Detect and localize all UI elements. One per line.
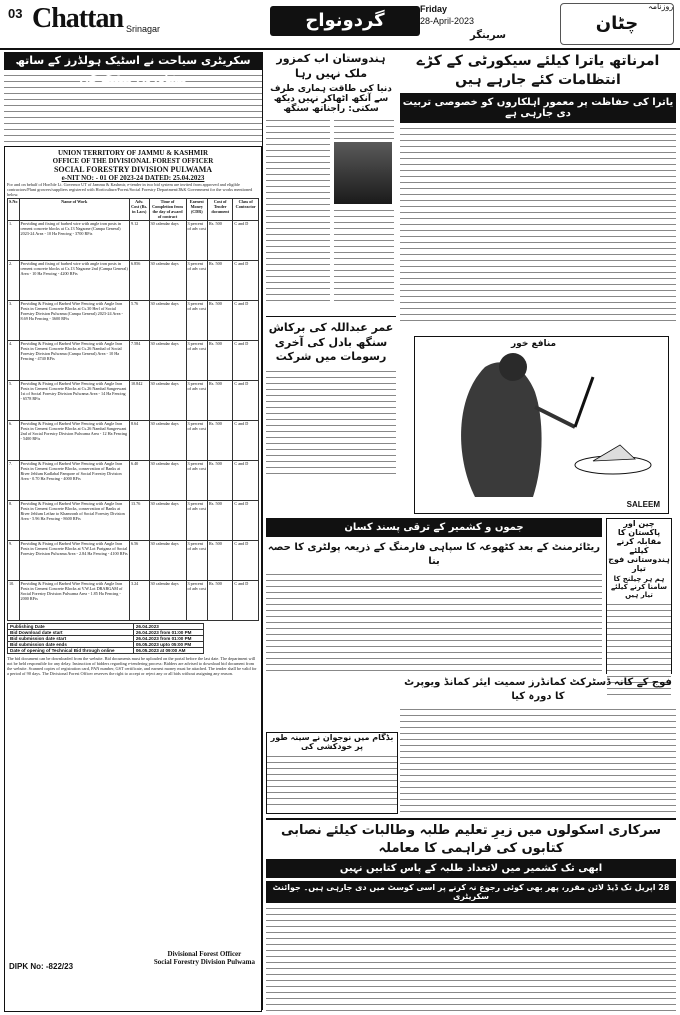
- fauj-article-body: [400, 707, 676, 817]
- tender-cell: 3 percent of adv cost: [186, 540, 207, 580]
- tender-cell: 3 percent of adv cost: [186, 220, 207, 260]
- middle-column: [266, 52, 396, 479]
- tender-cell: Rs. 500: [208, 340, 233, 380]
- page-number: 03: [8, 6, 23, 21]
- tender-cell: Rs. 500: [208, 420, 233, 460]
- rajnath-article-body-b: [334, 118, 394, 140]
- tender-row: [8, 420, 259, 460]
- rajnath-headline: ہندوستان اب کمزور ملک نہیں رہا: [276, 52, 386, 80]
- rajnath-photo: [334, 142, 392, 204]
- tender-cell: C and D: [233, 580, 259, 620]
- tender-date-cell: 26.04.2023 from 01:00 PM: [133, 629, 203, 635]
- amarnath-headline: امرناتھ یاترا کیلئے سیکورٹی کے کڑے انتظامات کئے جارہے ہیں: [416, 53, 660, 88]
- left-column: [4, 52, 263, 1010]
- tender-cell: Providing & Fixing of Barbed Wire Fencing with Angle Iron Posts in Cement Concrete Blocks, conservation of Banks at River Jehlum Lethar to Khamronh of Social Forestry Division Area - 5.96 Ha Fencing - 8600 RFts: [19, 500, 129, 540]
- tender-cell: Providing & Fixing of Barbed Wire Fencing with Angle Iron Posts in Cement Concrete Blocks at Cs.30 Herl of Social Forestry Division Pulwama (Campa General) 2023-24 Area - 8.69 Ha Fencing - 3600 RFts: [19, 300, 129, 340]
- tender-row: [8, 340, 259, 380]
- tender-cell: Providing & Fixing of Barbed Wire Fencing with Angle Iron Posts in Cement Concrete Blocks, conservation of Banks at River Jehlum Kadlabal Pampore of Social Forestry Division Area - 0.70 Ha Fencing - 4000 RFts: [19, 460, 129, 500]
- tender-notice: [4, 146, 262, 1012]
- tender-row: [8, 460, 259, 500]
- tender-cell: Rs. 500: [208, 540, 233, 580]
- tender-row: [8, 580, 259, 620]
- tender-cell: C and D: [233, 380, 259, 420]
- tender-row: [8, 380, 259, 420]
- tender-org-line1: UNION TERRITORY OF JAMMU & KASHMIR: [57, 149, 209, 157]
- tender-table: [7, 198, 259, 621]
- tender-cell: Rs. 500: [208, 580, 233, 620]
- issue-day: Friday: [420, 4, 448, 14]
- tender-cell: 30 calendar days: [149, 300, 186, 340]
- tender-col-header: Earnest Money (CDR): [186, 198, 207, 220]
- tender-cell: C and D: [233, 540, 259, 580]
- kisan-article-body: [266, 572, 602, 676]
- amarnath-article-body: [400, 126, 676, 326]
- tender-cell: 9.12: [129, 220, 149, 260]
- tender-cell: 13.76: [129, 500, 149, 540]
- tender-cell: Rs. 500: [208, 380, 233, 420]
- tender-cell: Rs. 500: [208, 220, 233, 260]
- tender-cell: Providing & Fixing of Barbed Wire Fencing with Angle Iron Posts in Cement Concrete Blocks at Cs.26 Nambal Sangerwani 1st of Social Forestry Division Pulwama Area - 14 Ha Fencing - 6578 RFts: [19, 380, 129, 420]
- kisan-headline: ریٹائرمنٹ کے بعد کٹھوعہ کا سپاہی فارمنگ کے ذریعہ پولٹری کا حصہ بنا: [267, 542, 601, 567]
- budgam-article-body: [267, 754, 397, 810]
- signature-title: Divisional Forest Officer: [167, 949, 242, 958]
- tender-cell: 30 calendar days: [149, 380, 186, 420]
- tender-cell: 6.856: [129, 260, 149, 300]
- section-title: گردونواح: [270, 6, 420, 36]
- tender-cell: 7.584: [129, 340, 149, 380]
- tender-cell: 8.64: [129, 420, 149, 460]
- cartoon-drawing: [415, 337, 668, 513]
- books-subheadline: ابھی تک کشمیر میں لاتعداد طلبہ کے پاس کتابیں نہیں: [266, 859, 676, 878]
- tender-dates-table: [7, 623, 204, 654]
- tender-cell: Providing & Fixing of Barbed Wire Fencing with Angle Iron Posts in Cement Concrete Blocks at Cs.26 Nambal Sangerwani 2nd of Social Forestry Division Pulwama Area - 12 Ha Fencing - 5400 RFts: [19, 420, 129, 460]
- tender-notes: The bid document can be downloaded from the website. Bid documents must be uploaded on the portal before the last date. The department will not be held responsible for any delay. Instruction of bidders regarding e-tendering process: Bidders are advised to download bid document from the website. Scanned copies of registration card, PAN number, GST certificate, and earnest money must be attached. The tender shall be valid for a period of 90 days. The Divisional Forest Officer reserves the right to accept or reject any or all bids without assigning any reason.: [7, 655, 257, 677]
- city-label: سرینگر: [470, 30, 506, 41]
- tender-col-header: Class of Contractor: [233, 198, 259, 220]
- tender-cell: C and D: [233, 500, 259, 540]
- tender-cell: 30 calendar days: [149, 220, 186, 260]
- tender-org-line2: OFFICE OF THE DIVISIONAL FOREST OFFICER: [52, 157, 214, 165]
- right-column: [400, 52, 676, 326]
- tender-cell: 2.: [8, 260, 20, 300]
- tender-cell: 30 calendar days: [149, 260, 186, 300]
- tender-cell: Providing & Fixing of Barbed Wire Fencing with Angle Iron Posts in Cement Concrete Blocks at V.W.Lot DRABGAM of Social Forestry Division Pulwama Area - 1.85 Ha Fencing - 2000 RFts: [19, 580, 129, 620]
- tender-cell: 3 percent of adv cost: [186, 500, 207, 540]
- tender-row: [8, 260, 259, 300]
- tender-date-cell: Bid submission date start: [8, 635, 134, 641]
- tender-row: [8, 500, 259, 540]
- books-article-body: [266, 906, 676, 1014]
- tender-cell: 30 calendar days: [149, 460, 186, 500]
- tender-cell: 3.24: [129, 580, 149, 620]
- tender-cell: C and D: [233, 460, 259, 500]
- tender-cell: 30 calendar days: [149, 500, 186, 540]
- rajnath-subheadline: دنیا کی طاقت ہماری طرف سے آنکھ اٹھاکر نہیں دیکھ سکتی: راجناتھ سنگھ: [270, 83, 392, 114]
- books-section: [266, 818, 676, 1010]
- dipk-number: DIPK No: -822/23: [9, 961, 74, 971]
- amarnath-subheadline: یاترا کی حفاظت پر معمور اہلکاروں کو خصوصی تربیت دی جارہی ہے: [400, 93, 676, 123]
- tender-cell: Providing & Fixing of Barbed Wire Fencing with Angle Iron Posts in Cement Concrete Blocks at Cs.26 Nambal of Social Forestry Division Pulwama (Campa General) Area - 10 Ha Fencing - 4740 RFts: [19, 340, 129, 380]
- tender-cell: 9.: [8, 540, 20, 580]
- cartoon-panel: [414, 336, 669, 514]
- tender-date-cell: 06.05.2023 at 09:00 AM: [133, 647, 203, 653]
- tender-row: [8, 220, 259, 260]
- tender-intro: For and on behalf of Hon'ble Lt. Governor UT of Jammu & Kashmir, e-tender in two bid system are invited from approved and eligible contractors/Plant growers/suppliers registered with Horticulture/Forest/Social Forestry Department/J&K Government for the works mentioned below.: [7, 182, 253, 198]
- tender-date-cell: Date of opening of Technical Bid through online: [8, 647, 134, 653]
- tender-date-cell: 05.05.2023 upto 05:00 PM: [133, 641, 203, 647]
- army-box: [606, 518, 672, 674]
- tender-cell: 6.56: [129, 540, 149, 580]
- issue-date: 28-April-2023: [420, 16, 475, 26]
- tender-date-cell: Bid Download date start: [8, 629, 134, 635]
- masthead: [0, 0, 680, 50]
- brand-logo: Chattan: [32, 3, 124, 34]
- tender-cell: 10.842: [129, 380, 149, 420]
- tender-cell: Rs. 500: [208, 460, 233, 500]
- rajnath-article-body-a: [266, 118, 330, 304]
- tender-cell: 4.: [8, 340, 20, 380]
- tender-cell: Rs. 500: [208, 260, 233, 300]
- tender-date-cell: 26.04.2023: [133, 623, 203, 629]
- rajnath-article-body-c: [334, 208, 394, 304]
- omar-headline: عمر عبداللہ کی برکاش سنگھ بادل کی آخری رسومات میں شرکت: [268, 320, 394, 364]
- cartoonist-signature: SALEEM: [626, 500, 660, 509]
- tender-cell: Providing and fixing of barbed wire with angle iron posts in cement concrete blocks at Cs.13 Nagaone 2nd (Campa General) Area - 10 Ha Fencing - 4200 RFts: [19, 260, 129, 300]
- tender-cell: 3 percent of adv cost: [186, 380, 207, 420]
- tender-cell: 7.: [8, 460, 20, 500]
- tender-cell: Providing and fixing of barbed wire with angle iron posts in cement concrete blocks at Cs.13 Nagaone (Campa General) 2023-24 Area - 10 Ha Fencing - 3700 RFts: [19, 220, 129, 260]
- tender-cell: C and D: [233, 220, 259, 260]
- tender-cell: Rs. 500: [208, 500, 233, 540]
- kisan-section: [266, 518, 602, 668]
- tender-cell: 5.: [8, 380, 20, 420]
- budgam-box: [266, 732, 398, 814]
- books-headline: سرکاری اسکولوں میں زیرِ تعلیم طلبہ وطالبات کیلئے نصابی کتابوں کی فراہمی کا معاملہ: [280, 823, 662, 856]
- tender-cell: 3.: [8, 300, 20, 340]
- tender-cell: C and D: [233, 340, 259, 380]
- tender-cell: 30 calendar days: [149, 340, 186, 380]
- tender-col-header: Time of Completion from the day of award of contract: [149, 198, 186, 220]
- tender-cell: C and D: [233, 300, 259, 340]
- tender-cell: 30 calendar days: [149, 580, 186, 620]
- omar-article-body: [266, 369, 396, 479]
- kisan-banner: جموں و کشمیر کے ترقی پسند کسان: [266, 518, 602, 537]
- tender-cell: C and D: [233, 420, 259, 460]
- tender-cell: 3 percent of adv cost: [186, 340, 207, 380]
- tender-col-header: S.No: [8, 198, 20, 220]
- tender-cell: C and D: [233, 260, 259, 300]
- tender-cell: 1.: [8, 220, 20, 260]
- tender-date-row: [8, 647, 204, 653]
- tender-cell: 8.: [8, 500, 20, 540]
- deadline-headline: 28 اپریل تک ڈیڈ لائن مقرر، پھر بھی کوئی رجوع نہ کرنے پر اسی کوسٹ میں دی جارہی ہیں۔ جوائنٹ سکریٹری: [266, 881, 676, 903]
- tender-signature: [154, 950, 255, 966]
- tender-col-header: Adv. Cost (Rs. in Lacs): [129, 198, 149, 220]
- tourism-headline: سکریٹری سیاحت نے اسٹیک ہولڈرز کے ساتھ مشاورتی میٹنگ کی: [4, 52, 262, 70]
- tender-date-cell: Publishing Date: [8, 623, 134, 629]
- tender-date-cell: 26.04.2023 from 01:00 PM: [133, 635, 203, 641]
- army-headline: چین اور پاکستان کا مقابلہ کرنے کیلئے ہندوستانی فوج تیار: [608, 519, 670, 573]
- army-subheadline: ہم ہر چیلنج کا سامنا کرنے کیلئے تیار ہیں: [610, 575, 668, 599]
- tender-col-header: Cost of Tender document: [208, 198, 233, 220]
- tender-date-cell: Bid submission date ends: [8, 641, 134, 647]
- fauj-headline: فوج کے کانہ ڈسٹرکٹ کمانڈرز سمیت ایئر کمانڈ ویوپرٹ کا دورہ کیا: [404, 677, 672, 702]
- paper-tag: روزنامہ: [648, 2, 674, 11]
- tender-cell: Providing & Fixing of Barbed Wire Fencing with Angle Iron Posts in Cement Concrete Blocks at V.W.Lot Pariganz of Social Forestry Division Pulwama Area - 2.84 Ha Fencing - 4100 RFts: [19, 540, 129, 580]
- tender-cell: 6.40: [129, 460, 149, 500]
- brand-subtitle: Srinagar: [126, 24, 161, 34]
- tender-row: [8, 540, 259, 580]
- tender-cell: 30 calendar days: [149, 540, 186, 580]
- cartoon-caption: منافع خور: [511, 339, 557, 349]
- fauj-article: [400, 676, 676, 812]
- tender-cell: Rs. 500: [208, 300, 233, 340]
- tender-cell: 3 percent of adv cost: [186, 460, 207, 500]
- tender-org-line3: SOCIAL FORESTRY DIVISION PULWAMA: [53, 165, 213, 174]
- tender-row: [8, 300, 259, 340]
- tender-cell: 3 percent of adv cost: [186, 420, 207, 460]
- tender-cell: 3 percent of adv cost: [186, 260, 207, 300]
- tender-nit: e-NIT NO: - 01 OF 2023-24 DATED: 25.04.2023: [61, 174, 205, 182]
- tender-cell: 5.76: [129, 300, 149, 340]
- tender-cell: 3 percent of adv cost: [186, 580, 207, 620]
- paper-logo: چٹان: [560, 3, 674, 45]
- tender-col-header: Name of Work: [19, 198, 129, 220]
- tender-cell: 6.: [8, 420, 20, 460]
- budgam-headline: بڈگام میں نوجوان نے سینہ طور پر خودکشی کی: [270, 733, 394, 751]
- signature-division: Social Forestry Division Pulwama: [153, 957, 255, 966]
- tender-cell: 10.: [8, 580, 20, 620]
- tender-cell: 3 percent of adv cost: [186, 300, 207, 340]
- tender-cell: 30 calendar days: [149, 420, 186, 460]
